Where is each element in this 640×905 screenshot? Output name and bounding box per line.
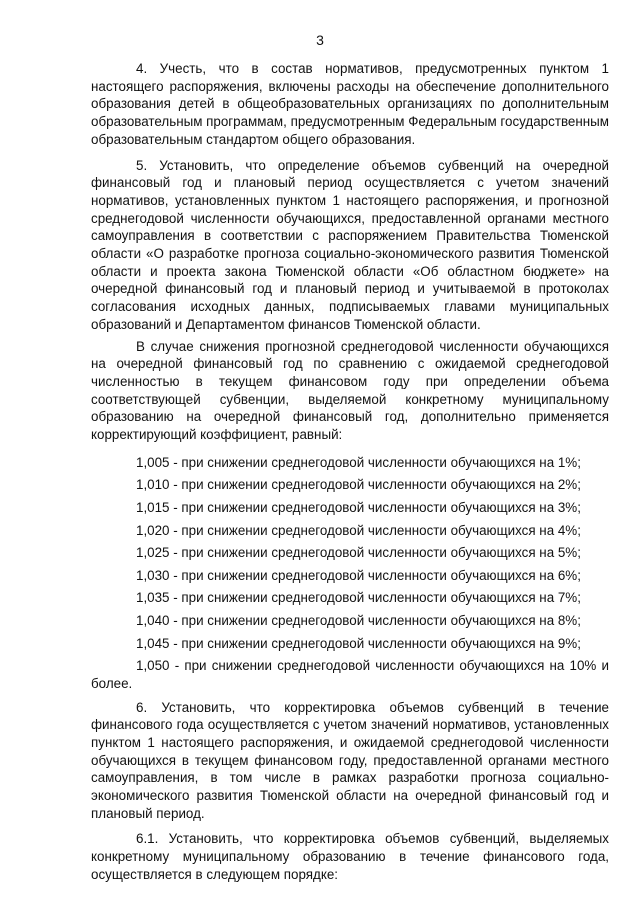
coefficient-line: 1,040 - при снижении среднегодовой численности обучающихся на 8%; xyxy=(136,612,581,628)
paragraph-decrease-case: В случае снижения прогнозной среднегодовой численности обучающихся на очередной финансовый год по сравнению с ожидаемой среднегодовой численностью в текущем финансовом году при определении объема соответствующей субвенции, выделяемой конкретному муниципальному образованию на очередной финансовый год, дополнительно применяется корректирующий коэффициент, равный: xyxy=(91,338,609,443)
coefficient-line: 1,020 - при снижении среднегодовой численности обучающихся на 4%; xyxy=(136,522,581,538)
paragraph-item-4: 4. Учесть, что в состав нормативов, предусмотренных пунктом 1 настоящего распоряжения, включены расходы на обеспечение дополнительного образования детей в общеобразовательных организациях по дополнительным образовательным программам, предусмотренным Федеральным государственным образовательным стандартом общего образования. xyxy=(91,61,609,147)
page-number: 3 xyxy=(316,32,324,48)
document-body xyxy=(91,60,609,884)
paragraph-item-6-1: 6.1. Установить, что корректировка объемов субвенций, выделяемых конкретному муниципальному образованию в течение финансового года, осуществляется в следующем порядке: xyxy=(91,831,609,882)
coefficient-line: 1,050 - при снижении среднегодовой численности обучающихся на 10% и более. xyxy=(91,658,609,691)
coefficient-line: 1,015 - при снижении среднегодовой численности обучающихся на 3%; xyxy=(136,499,581,515)
paragraph-item-6: 6. Установить, что корректировка объемов субвенций в течение финансового года осуществляется с учетом значений нормативов, установленных пунктом 1 настоящего распоряжения, и ожидаемой среднегодовой численности обучающихся в текущем финансовом году, предоставленной органами местного самоуправления, в том числе в рамках разработки прогноза социально-экономического развития Тюменской области на очередной финансовый год и плановый период. xyxy=(91,699,609,821)
coefficient-line: 1,045 - при снижении среднегодовой численности обучающихся на 9%; xyxy=(136,635,581,651)
coefficient-line: 1,025 - при снижении среднегодовой численности обучающихся на 5%; xyxy=(136,545,581,561)
coefficient-line: 1,030 - при снижении среднегодовой численности обучающихся на 6%; xyxy=(136,567,581,583)
coefficient-line: 1,005 - при снижении среднегодовой численности обучающихся на 1%; xyxy=(136,454,581,470)
coefficient-line: 1,010 - при снижении среднегодовой численности обучающихся на 2%; xyxy=(136,477,581,493)
paragraph-item-5: 5. Установить, что определение объемов субвенций на очередной финансовый год и плановый период осуществляется с учетом значений нормативов, установленных пунктом 1 настоящего распоряжения, и прогнозной среднегодовой численности обучающихся, предоставленной органами местного самоуправления в соответствии с распоряжением Правительства Тюменской области «О разработке прогноза социально-экономического развития Тюменской области и проекта закона Тюменской области «Об областном бюджете» на очередной финансовый год и плановый период и учитываемой в протоколах согласования исходных данных, подписываемых главами муниципальных образований и Департаментом финансов Тюменской области. xyxy=(91,157,609,332)
coefficient-line: 1,035 - при снижении среднегодовой численности обучающихся на 7%; xyxy=(136,590,581,606)
